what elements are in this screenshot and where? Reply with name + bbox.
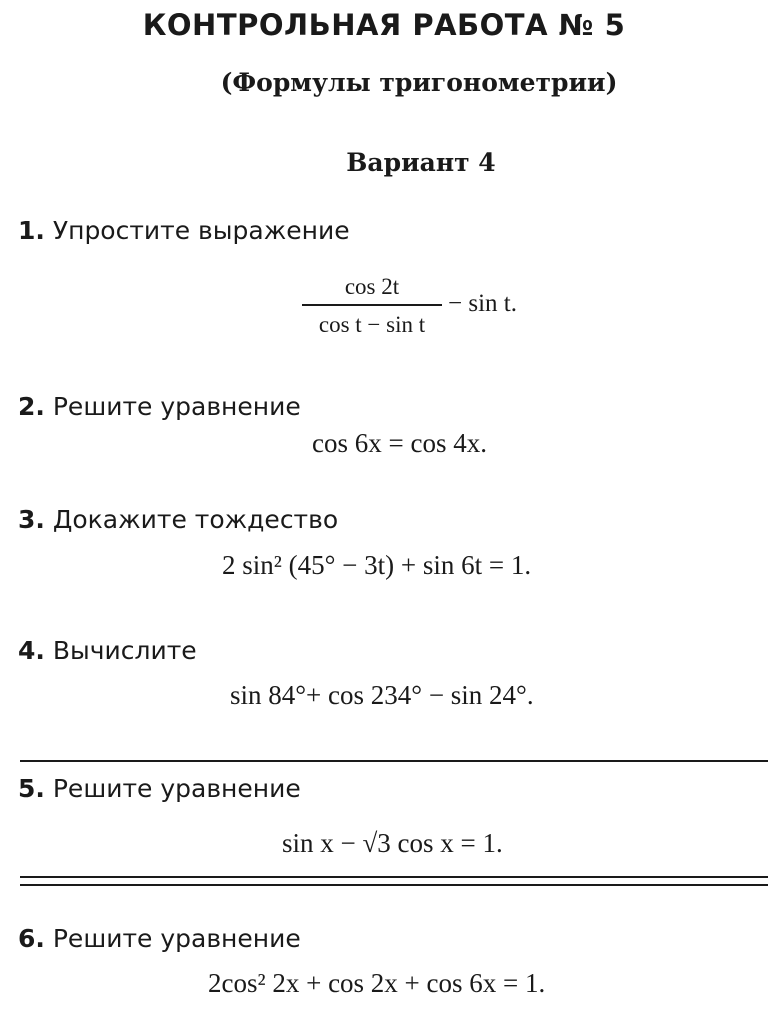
task-4-formula: sin 84°+ cos 234° − sin 24°.: [230, 680, 534, 710]
task-1-denominator: cos t − sin t: [318, 311, 426, 337]
fraction-bar: [302, 304, 442, 306]
task-2-heading: [18, 392, 301, 421]
section-divider-double-top: [20, 876, 768, 878]
task-6-heading: [18, 924, 301, 953]
task-1-number: 1.: [18, 216, 45, 245]
task-2-formula: cos 6x = cos 4x.: [312, 428, 487, 458]
task-3-heading: [18, 505, 338, 534]
page-subtitle: (Формулы тригонометрии): [220, 68, 618, 97]
task-3-formula: 2 sin² (45° − 3t) + sin 6t = 1.: [222, 550, 532, 580]
task-1-fraction: [302, 272, 442, 340]
task-4-instruction: Вычислите: [52, 636, 197, 665]
page-title: КОНТРОЛЬНАЯ РАБОТА № 5: [142, 8, 626, 42]
task-4-heading: [18, 636, 197, 665]
task-6-instruction: Решите уравнение: [52, 924, 301, 953]
task-3-instruction: Докажите тождество: [52, 505, 339, 534]
task-1-numerator: cos 2t: [344, 274, 400, 299]
task-1-tail: − sin t.: [448, 290, 517, 317]
task-6-number: 6.: [18, 924, 45, 953]
task-6-formula: 2cos² 2x + cos 2x + cos 6x = 1.: [208, 968, 546, 998]
task-5-instruction: Решите уравнение: [52, 774, 301, 803]
task-5-heading: [18, 774, 301, 803]
task-3-number: 3.: [18, 505, 45, 534]
task-5-formula: sin x − √3 cos x = 1.: [282, 828, 503, 858]
task-2-number: 2.: [18, 392, 45, 421]
task-4-number: 4.: [18, 636, 45, 665]
section-divider-double-bottom: [20, 884, 768, 886]
variant-label: Вариант 4: [346, 148, 496, 177]
section-divider: [20, 760, 768, 762]
task-1-heading: [18, 216, 350, 245]
task-5-number: 5.: [18, 774, 45, 803]
task-1-instruction: Упростите выражение: [52, 216, 350, 245]
task-2-instruction: Решите уравнение: [52, 392, 301, 421]
